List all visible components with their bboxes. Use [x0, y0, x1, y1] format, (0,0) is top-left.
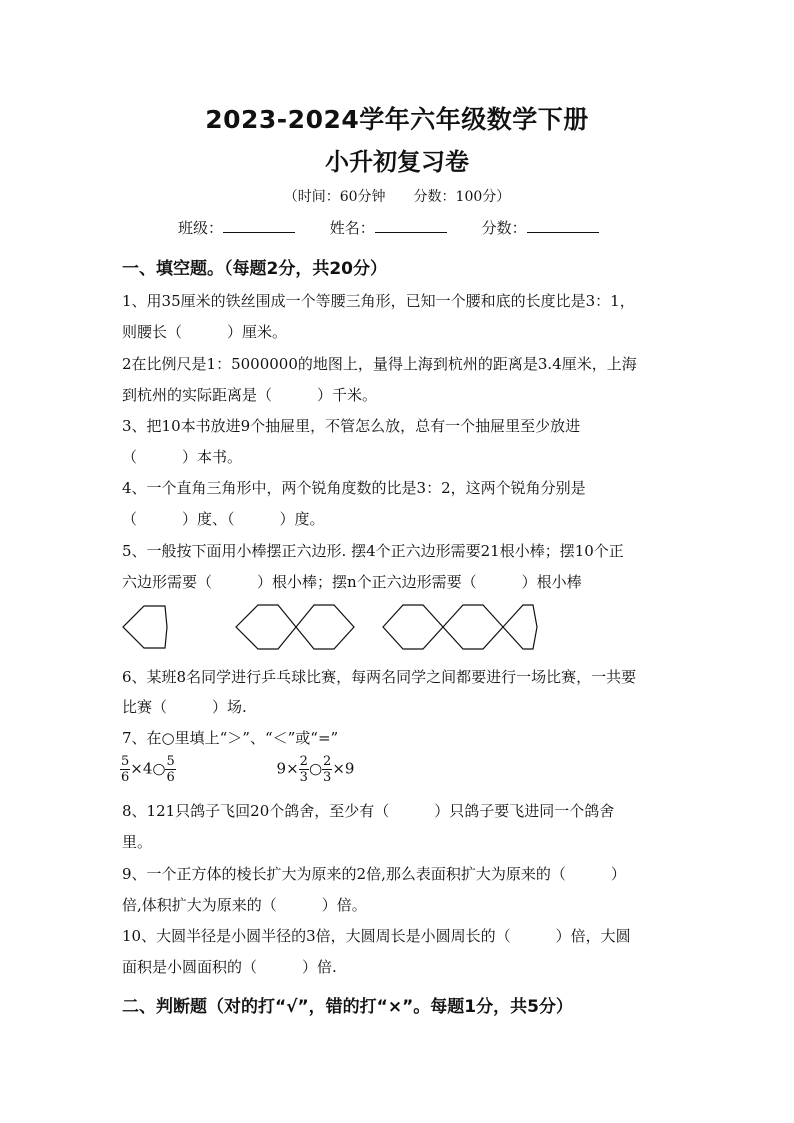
hexagon-triple-3: [503, 605, 537, 649]
operator-text: ○: [308, 759, 323, 778]
expression-2: [277, 754, 355, 785]
numerator: 2: [299, 754, 308, 769]
hexagon-single: [123, 606, 167, 648]
denominator: 6: [166, 770, 175, 785]
question-line: 到杭州的实际距离是（ ）千米。: [122, 386, 378, 404]
exam-subtitle: 小升初复习卷: [325, 148, 469, 176]
question-line: 比赛（ ）场.: [122, 698, 247, 716]
question-line: 10、大圆半径是小圆半径的3倍，大圆周长是小圆周长的（ ）倍，大圆: [122, 927, 631, 945]
section2-title: 二、判断题（对的打“√”，错的打“×”。每题1分，共5分）: [122, 997, 573, 1017]
fraction: [120, 754, 130, 785]
numerator: 5: [166, 754, 175, 769]
question-line: 6、某班8名同学进行乒乓球比赛，每两名同学之间都要进行一场比赛，一共要: [122, 668, 637, 686]
question-line: 5、一般按下面用小棒摆正六边形. 摆4个正六边形需要21根小棒；摆10个正: [122, 542, 624, 560]
operator-text: ×9: [332, 759, 355, 778]
score-field: [482, 217, 599, 238]
question-line: （ ）度、（ ）度。: [122, 510, 325, 528]
hexagon-double-2: [296, 605, 354, 649]
question-line: 3、把10本书放进9个抽屉里，不管怎么放，总有一个抽屉里至少放进: [122, 417, 581, 435]
question-line: 1、用35厘米的铁丝围成一个等腰三角形，已知一个腰和底的长度比是3：1，: [122, 292, 635, 310]
numerator: 2: [323, 754, 332, 769]
question-line: 倍,体积扩大为原来的（ ）倍。: [122, 896, 367, 914]
score-blank[interactable]: [527, 218, 599, 233]
denominator: 6: [121, 770, 130, 785]
fraction: [299, 754, 309, 785]
hexagon-triple-2: [443, 605, 503, 649]
fraction: [165, 754, 175, 785]
denominator: 3: [323, 770, 332, 785]
question-line: （ ）本书。: [122, 448, 243, 466]
expression-1: [120, 754, 176, 785]
operator-text: ×4○: [130, 759, 166, 778]
fraction: [322, 754, 332, 785]
numerator: 5: [121, 754, 130, 769]
question-line: 2在比例尺是1：5000000的地图上，量得上海到杭州的距离是3.4厘米，上海: [122, 355, 637, 373]
question-line: 4、一个直角三角形中，两个锐角度数的比是3：2，这两个锐角分别是: [122, 479, 586, 497]
section1-title: 一、填空题。（每题2分，共20分）: [122, 259, 387, 279]
time-info: （时间：60分钟: [283, 189, 386, 205]
student-info-line: [178, 217, 629, 238]
question-line: 则腰长（ ）厘米。: [122, 323, 288, 341]
comparison-expressions: [120, 754, 354, 785]
denominator: 3: [299, 770, 308, 785]
hexagon-triple-1: [383, 605, 443, 649]
class-label: 班级：: [178, 219, 224, 237]
hexagon-double-1: [236, 605, 296, 649]
time-score-line: [0, 186, 794, 206]
total-score-info: 分数：100分）: [413, 189, 511, 205]
name-label: 姓名：: [329, 219, 375, 237]
score-label: 分数：: [481, 219, 527, 237]
hexagon-figure: [118, 600, 538, 656]
name-blank[interactable]: [375, 218, 447, 233]
question-line: 8、121只鸽子飞回20个鸽舍，至少有（ ）只鸽子要飞进同一个鸽舍: [122, 802, 615, 820]
question-line: 9、一个正方体的棱长扩大为原来的2倍,那么表面积扩大为原来的（ ）: [122, 865, 626, 883]
operator-text: 9×: [276, 759, 299, 778]
class-blank[interactable]: [223, 218, 295, 233]
name-field: [330, 217, 447, 238]
question-line: 里。: [122, 833, 153, 851]
class-field: [178, 217, 295, 238]
question-line: 六边形需要（ ）根小棒；摆n个正六边形需要（ ）根小棒: [122, 573, 582, 591]
question-line: 面积是小圆面积的（ ）倍.: [122, 958, 337, 976]
exam-title: 2023-2024学年六年级数学下册: [205, 105, 589, 134]
question-line: 7、在○里填上“＞”、“＜”或“=”: [122, 729, 339, 747]
